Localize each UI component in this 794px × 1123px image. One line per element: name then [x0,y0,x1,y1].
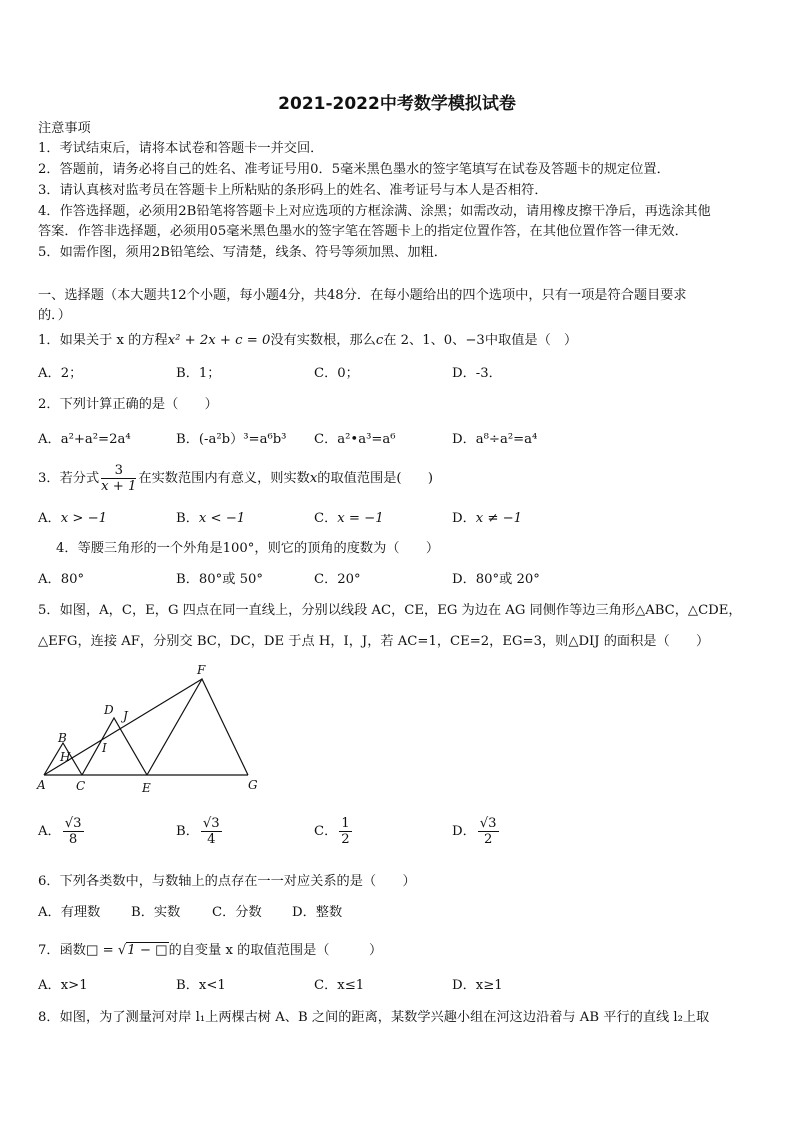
label-i: I [102,741,107,755]
notice-item: 3．请认真核对监考员在答题卡上所粘贴的条形码上的姓名、准考证号与本人是否相符． [38,183,548,198]
q5-option-b: B． $\frac{√3}{4}$ [176,816,220,847]
q5-option-c: C． $\frac{1}{2}$ [314,816,350,847]
question-5-stem: 5．如图，A，C，E，G 四点在同一直线上，分别以线段 AC，CE，EG 为边在 AG 同侧作等边三角形△ABC，△CDE， [38,603,742,618]
q7-option-a: A．x>1 [38,978,88,993]
q3-option-d: D．x ≠ −1 [452,511,523,526]
label-j: J [123,709,128,723]
q7-option-b: B．x<1 [176,978,226,993]
q5-option-d: D． $\frac{√3}{2}$ [452,816,497,847]
geometry-figure [34,662,264,794]
q2-option-a: A．a²+a²=2a⁴ [38,432,131,447]
label-h: H [60,750,71,764]
notice-item: 1．考试结束后，请将本试卷和答题卡一并交回． [38,141,324,156]
q5-option-a: A． $\frac{√3}{8}$ [38,816,82,847]
label-f: F [197,663,206,677]
question-7-stem: 7．函数□ = √1 − □的自变量 x 的取值范围是（ ） [38,943,383,958]
notice-item: 答案．作答非选择题，必须用05毫米黑色墨水的签字笔在答题卡上的指定位置作答，在其他位置作答一律无效． [38,224,688,239]
question-1-stem: 1．如果关于 x 的方程x² + 2x + c = 0没有实数根，那么c在 2、1、0、−3中取值是（ ） [38,333,578,348]
section-heading: 一、选择题（本大题共12个小题，每小题4分，共48分．在每小题给出的四个选项中，只有一项是符合题目要求 [38,288,687,303]
q3-option-a: A．x > −1 [38,511,108,526]
q4-option-d: D．80°或 20° [452,572,540,587]
fraction: $\frac{3}{x + 1}$ [101,463,137,494]
notice-item: 5．如需作图，须用2B铅笔绘、写清楚，线条、符号等须加黑、加粗． [38,245,447,260]
q1-option-b: B．1； [176,366,221,381]
q2-option-c: C．a²•a³=a⁶ [314,432,396,447]
q3-option-b: B．x < −1 [176,511,246,526]
label-g: G [248,778,258,792]
notice-item: 4．作答选择题，必须用2B铅笔将答题卡上对应选项的方框涂满、涂黑；如需改动，请用橡皮擦干净后，再选涂其他 [38,204,711,219]
question-5-stem-cont: △EFG，连接 AF，分别交 BC，DC，DE 于点 H，I，J，若 AC=1，CE=2，EG=3，则△DIJ 的面积是（ ） [38,634,710,649]
q7-option-d: D．x≥1 [452,978,503,993]
label-e: E [142,781,151,794]
question-3-stem: 3．若分式 $\frac{3}{x + 1}$ 在实数范围内有意义，则实数x的取值范围是( ) [38,463,434,494]
notice-heading: 注意事项 [38,121,91,136]
q7-option-c: C．x≤1 [314,978,365,993]
q3-option-c: C．x = −1 [314,511,384,526]
page-title: 2021-2022中考数学模拟试卷 [278,94,516,114]
label-a: A [37,778,46,792]
label-b: B [58,731,67,745]
q6-option-a: A．有理数 [38,905,101,920]
q2-option-b: B．(-a²b）³=a⁶b³ [176,432,287,447]
question-4-stem: 4．等腰三角形的一个外角是100°，则它的顶角的度数为（ ） [56,541,440,556]
section-heading-cont: 的．） [38,308,71,323]
q1-option-c: C．0； [314,366,359,381]
q4-option-b: B．80°或 50° [176,572,264,587]
question-8-stem: 8．如图，为了测量河对岸 l₁上两棵古树 A、B 之间的距离，某数学兴趣小组在河这边沿着与 AB 平行的直线 l₂上取 [38,1010,710,1025]
q6-option-b: B．实数 [131,905,181,920]
question-2-stem: 2．下列计算正确的是（ ） [38,397,218,412]
question-6-stem: 6．下列各类数中，与数轴上的点存在一一对应关系的是（ ） [38,874,416,889]
q4-option-a: A．80° [38,572,85,587]
label-d: D [104,703,114,717]
q4-option-c: C．20° [314,572,361,587]
label-c: C [76,779,86,793]
q1-option-d: D．-3． [452,366,502,381]
q1-option-a: A．2； [38,366,83,381]
q2-option-d: D．a⁸÷a²=a⁴ [452,432,538,447]
notice-item: 2．答题前，请务必将自己的姓名、准考证号用0．5毫米黑色墨水的签字笔填写在试卷及答题卡的规定位置． [38,162,670,177]
q6-option-d: D．整数 [292,905,343,920]
q6-option-c: C．分数 [212,905,262,920]
